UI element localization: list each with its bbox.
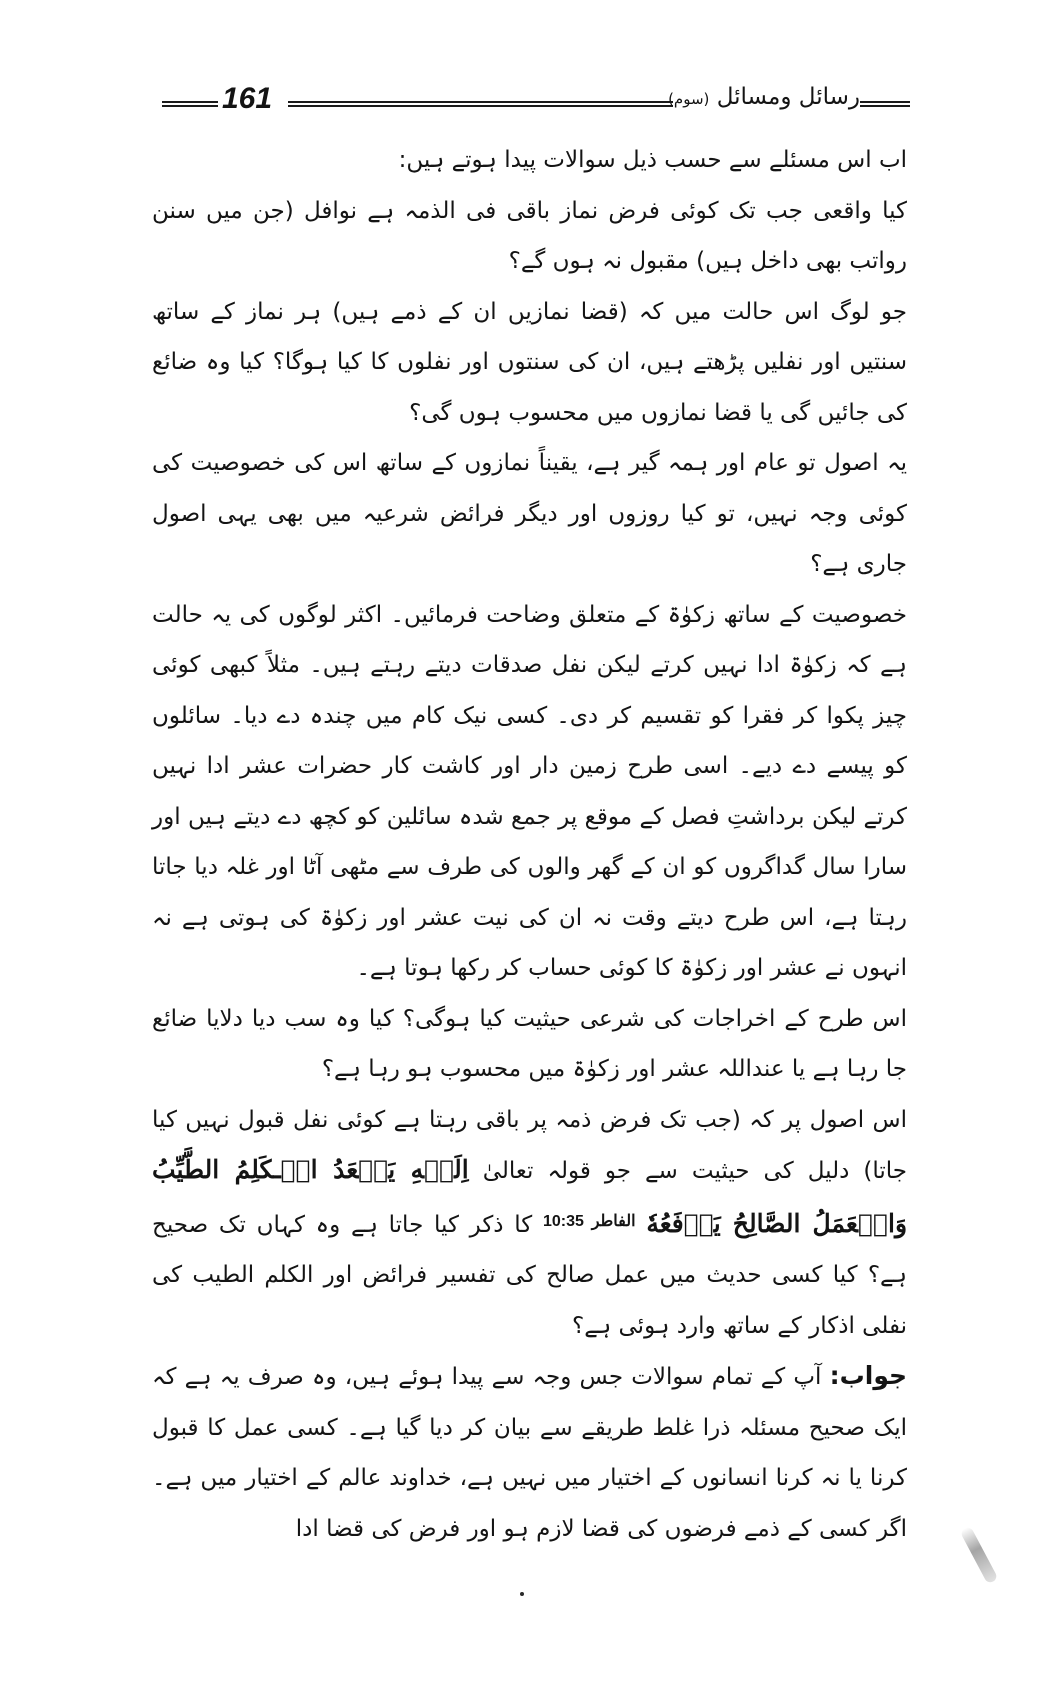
quran-verse: اِلَيۡهِ يَصۡعَدُ الۡـكَلِمُ الطَّيِّبُ وَالۡعَمَلُ الصَّالِحُ يَرۡفَعُهٗ [152, 1155, 908, 1238]
header-rule-left [162, 101, 218, 107]
page-number: 161 [222, 82, 273, 115]
volume-label: (سوم) [668, 90, 710, 108]
scan-dot [520, 1592, 524, 1596]
answer-paragraph [152, 1351, 907, 1554]
page-header [160, 78, 910, 128]
book-title: رسائل ومسائل [716, 84, 860, 110]
scan-mark [960, 1526, 999, 1585]
running-title [668, 84, 860, 110]
question-zakat: خصوصیت کے ساتھ زکوٰۃ کے متعلق وضاحت فرمائیں۔ اکثر لوگوں کی یہ حالت ہے کہ زکوٰۃ ادا نہیں کرتے لیکن نفل صدقات دیتے رہتے ہیں۔ مثلاً کبھی کوئی چیز پکوا کر فقرا کو تقسیم کر دی۔ کسی نیک کام میں چندہ دے دیا۔ سائلوں کو پیسے دے دیے۔ اسی طرح زمین دار اور کاشت کار حضرات عشر ادا نہیں کرتے لیکن برداشتِ فصل کے موقع پر جمع شدہ سائلین کو کچھ دے دیتے ہیں اور سارا سال گداگروں کو ان کے گھر والوں کی طرف سے مٹھی آٹا اور غلہ دیا جاتا رہتا ہے، اس طرح دیتے وقت نہ ان کی نیت عشر اور زکوٰۃ کی ہوتی ہے نہ انہوں نے عشر اور زکوٰۃ کا کوئی حساب کر رکھا ہوتا ہے۔ [152, 601, 907, 981]
answer-label: جواب: [829, 1361, 908, 1390]
answer-text: آپ کے تمام سوالات جس وجہ سے پیدا ہوئے ہیں، وہ صرف یہ ہے کہ ایک صحیح مسئلہ ذرا غلط طریقے سے بیان کر دیا گیا ہے۔ کسی عمل کا قبول کرنا یا نہ کرنا انسانوں کے اختیار میں نہیں ہے، خداوند عالم کے اختیار میں ہے۔ اگر کسی کے ذمے فرضوں کی قضا لازم ہو اور فرض کی قضا ادا [152, 1364, 907, 1542]
header-rule-middle [288, 101, 673, 107]
verse-follow-up: کا ذکر کیا جاتا ہے وہ کہاں تک صحیح ہے؟ کیا کسی حدیث میں عمل صالح کی تفسیر فرائض اور الکلم الطیب کی نفلی اذکار کے ساتھ وارد ہوئی ہے؟ [152, 1211, 907, 1339]
question-nawafil: کیا واقعی جب تک کوئی فرض نماز باقی فی الذمہ ہے نوافل (جن میں سنن رواتب بھی داخل ہیں) مقبول نہ ہوں گے؟ [152, 197, 907, 274]
question-verse [152, 1095, 907, 1352]
question-status: اس طرح کے اخراجات کی شرعی حیثیت کیا ہوگی؟ کیا وہ سب دیا دلایا ضائع جا رہا ہے یا عنداللہ عشر اور زکوٰۃ میں محسوب ہو رہا ہے؟ [152, 1005, 907, 1082]
body-text [152, 135, 907, 1554]
question-sunnah: جو لوگ اس حالت میں کہ (قضا نمازیں ان کے ذمے ہیں) ہر نماز کے ساتھ سنتیں اور نفلیں پڑھتے ہیں، ان کی سنتوں اور نفلوں کا کیا ہوگا؟ کیا وہ ضائع کی جائیں گی یا قضا نمازوں میں محسوب ہوں گی؟ [152, 298, 907, 426]
verse-reference: الفاطر 10:35 [542, 1212, 636, 1230]
header-rule-right [860, 101, 910, 107]
verse-lead-in: اس اصول پر کہ (جب تک فرض ذمہ پر باقی رہتا ہے کوئی نفل قبول نہیں کیا جاتا) دلیل کی حیثیت سے جو قولہ تعالیٰ [152, 1106, 908, 1184]
paragraph-intro: اب اس مسئلے سے حسب ذیل سوالات پیدا ہوتے ہیں: [398, 147, 907, 173]
question-fasting: یہ اصول تو عام اور ہمہ گیر ہے، یقیناً نمازوں کے ساتھ اس کی خصوصیت کی کوئی وجہ نہیں، تو کیا روزوں اور دیگر فرائض شرعیہ میں بھی یہی اصول جاری ہے؟ [152, 450, 907, 577]
